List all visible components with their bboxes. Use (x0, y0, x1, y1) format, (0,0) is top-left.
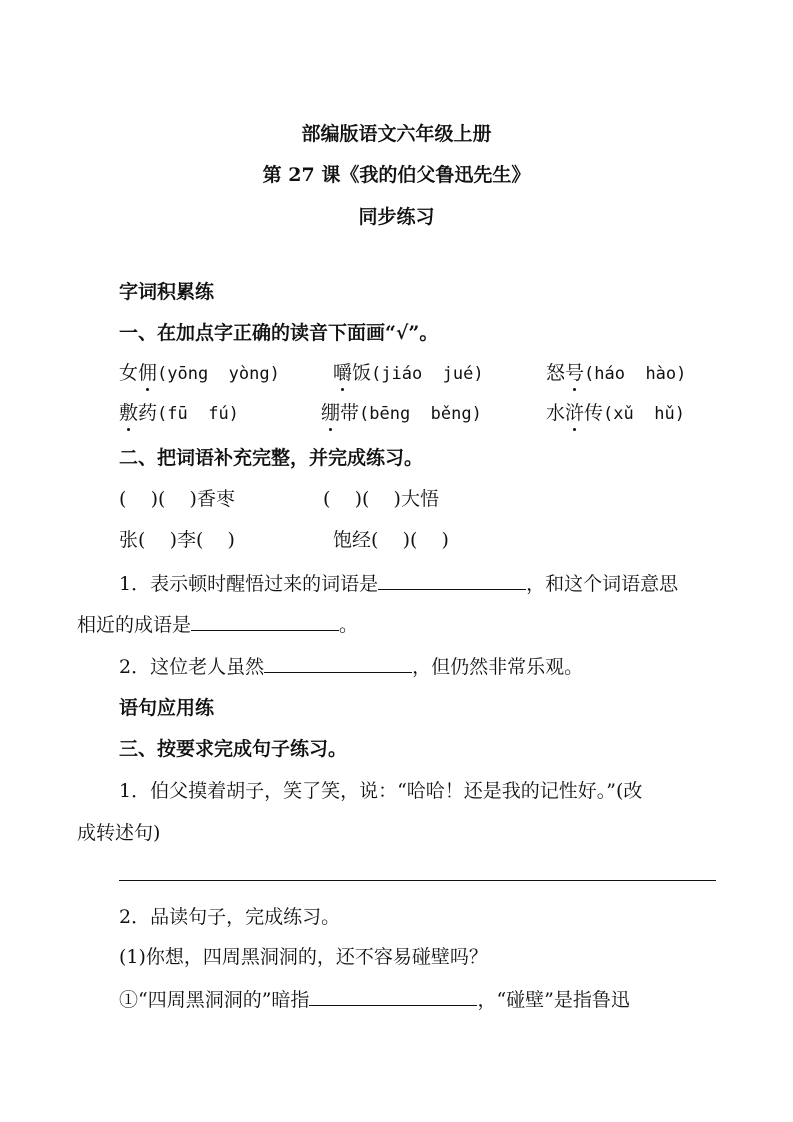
subquestion-text: 1．表示顿时醒悟过来的词语是 (119, 573, 379, 595)
quoted-sentence: (1)你想，四周黑洞洞的，还不容易碰壁吗？ (119, 946, 488, 968)
subquestion-2-1-cont (77, 612, 358, 637)
pinyin-options: (háo hào) (584, 364, 687, 384)
pinyin-options: (bēng běng) (359, 404, 482, 424)
subquestion-text: ，但仍然非常乐观。 (412, 656, 584, 678)
question-1-heading: 一、在加点字正确的读音下面画“√”。 (119, 322, 439, 344)
item-suffix: 药 (138, 402, 158, 424)
fill-word-1: ( )( )香枣 (119, 488, 235, 510)
item-suffix: 带 (340, 402, 360, 424)
subquestion-text: 相近的成语是 (77, 614, 192, 636)
pinyin-item-2 (333, 361, 484, 386)
item-suffix: 饭 (352, 362, 372, 384)
pinyin-options: (xǔ hǔ) (603, 404, 685, 424)
subquestion-text: ，“碰壁”是指鲁迅 (477, 989, 630, 1011)
item-prefix: 女 (119, 362, 139, 384)
pinyin-options: (yōng yòng) (157, 364, 280, 384)
subquestion-text: 。 (339, 614, 359, 636)
pinyin-item-5 (321, 401, 482, 426)
subquestion-text: ，和这个词语意思 (526, 573, 679, 595)
answer-blank[interactable] (191, 612, 339, 631)
title-lesson: 第 27 课《我的伯父鲁迅先生》 (262, 164, 531, 186)
pinyin-item-1 (119, 361, 280, 386)
question-3-heading: 三、按要求完成句子练习。 (119, 738, 348, 760)
answer-blank[interactable] (264, 654, 412, 673)
subquestion-text: ①“四周黑洞洞的”暗指 (119, 989, 310, 1011)
item-suffix: 传 (584, 402, 604, 424)
section-heading-vocab: 字词积累练 (119, 281, 215, 303)
dotted-char: 号 (565, 362, 585, 384)
answer-line[interactable] (119, 880, 716, 881)
subquestion-2-1 (119, 571, 678, 596)
subquestion-3-2: 2．品读句子，完成练习。 (119, 906, 341, 928)
dotted-char: 敷 (119, 402, 139, 424)
pinyin-item-6 (546, 401, 685, 426)
item-prefix: 怒 (546, 362, 566, 384)
subquestion-2-2 (119, 654, 583, 679)
dotted-char: 浒 (565, 402, 585, 424)
subquestion-3-1: 1．伯父摸着胡子，笑了笑，说：“哈哈！还是我的记性好。”(改 (119, 780, 643, 802)
pinyin-options: (jiáo jué) (371, 364, 484, 384)
question-2-heading: 二、把词语补充完整，并完成练习。 (119, 447, 424, 469)
section-heading-sentence: 语句应用练 (119, 697, 215, 719)
fill-word-4: 饱经( )( ) (333, 529, 449, 551)
title-exercise: 同步练习 (358, 206, 435, 228)
pinyin-item-4 (119, 401, 239, 426)
pinyin-options: (fū fú) (157, 404, 239, 424)
subquestion-text: 2．这位老人虽然 (119, 656, 265, 678)
fill-word-3: 张( )李( ) (119, 529, 235, 551)
subquestion-3-2-1 (119, 987, 630, 1012)
answer-blank[interactable] (309, 987, 477, 1006)
subquestion-3-1-cont: 成转述句) (77, 822, 161, 844)
item-prefix: 水 (546, 402, 566, 424)
title-textbook: 部编版语文六年级上册 (301, 123, 492, 145)
answer-blank[interactable] (378, 571, 526, 590)
pinyin-item-3 (546, 361, 686, 386)
dotted-char: 佣 (138, 362, 158, 384)
dotted-char: 绷 (321, 402, 341, 424)
fill-word-2: ( )( )大悟 (323, 488, 439, 510)
dotted-char: 嚼 (333, 362, 353, 384)
